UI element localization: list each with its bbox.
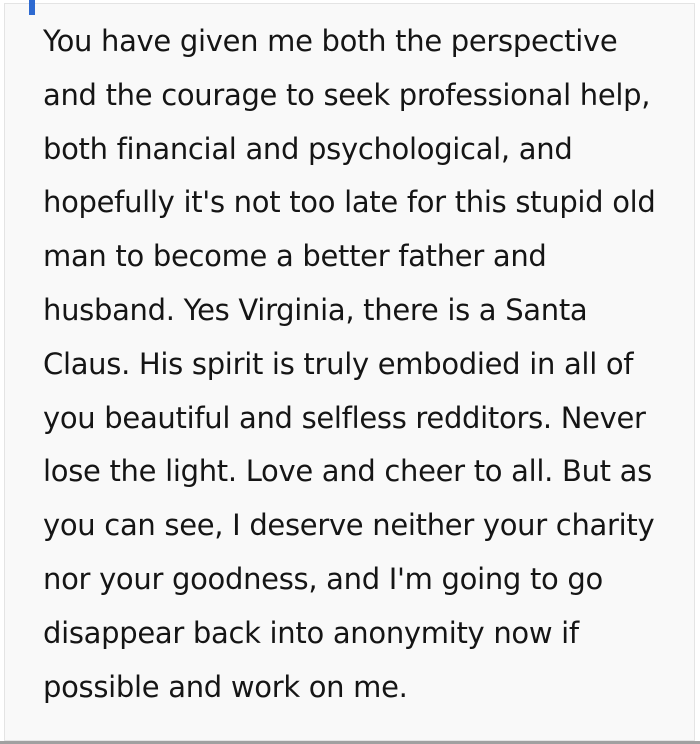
quote-line: you beautiful and selfless redditors. Never [43,400,646,435]
quote-line: Claus. His spirit is truly embodied in all of [43,346,634,381]
quote-line: lose the light. Love and cheer to all. But as [43,454,652,489]
quote-bar-fragment [29,0,35,15]
quote-line: nor your goodness, and I'm going to go [43,561,603,596]
quote-line: hopefully it's not too late for this stupid old [43,185,656,220]
quote-line: You have given me both the perspective [43,24,618,58]
quote-card [4,3,695,741]
quote-line: husband. Yes Virginia, there is a Santa [43,292,588,327]
quote-line: both financial and psychological, and [43,131,573,166]
quote-line: man to become a better father and [43,239,547,274]
quote-line: and the courage to seek professional help, [43,77,651,112]
quote-text [5,4,694,714]
quote-line: possible and work on me. [43,669,408,704]
quote-line: disappear back into anonymity now if [43,615,579,650]
quote-line: you can see, I deserve neither your charity [43,508,655,543]
